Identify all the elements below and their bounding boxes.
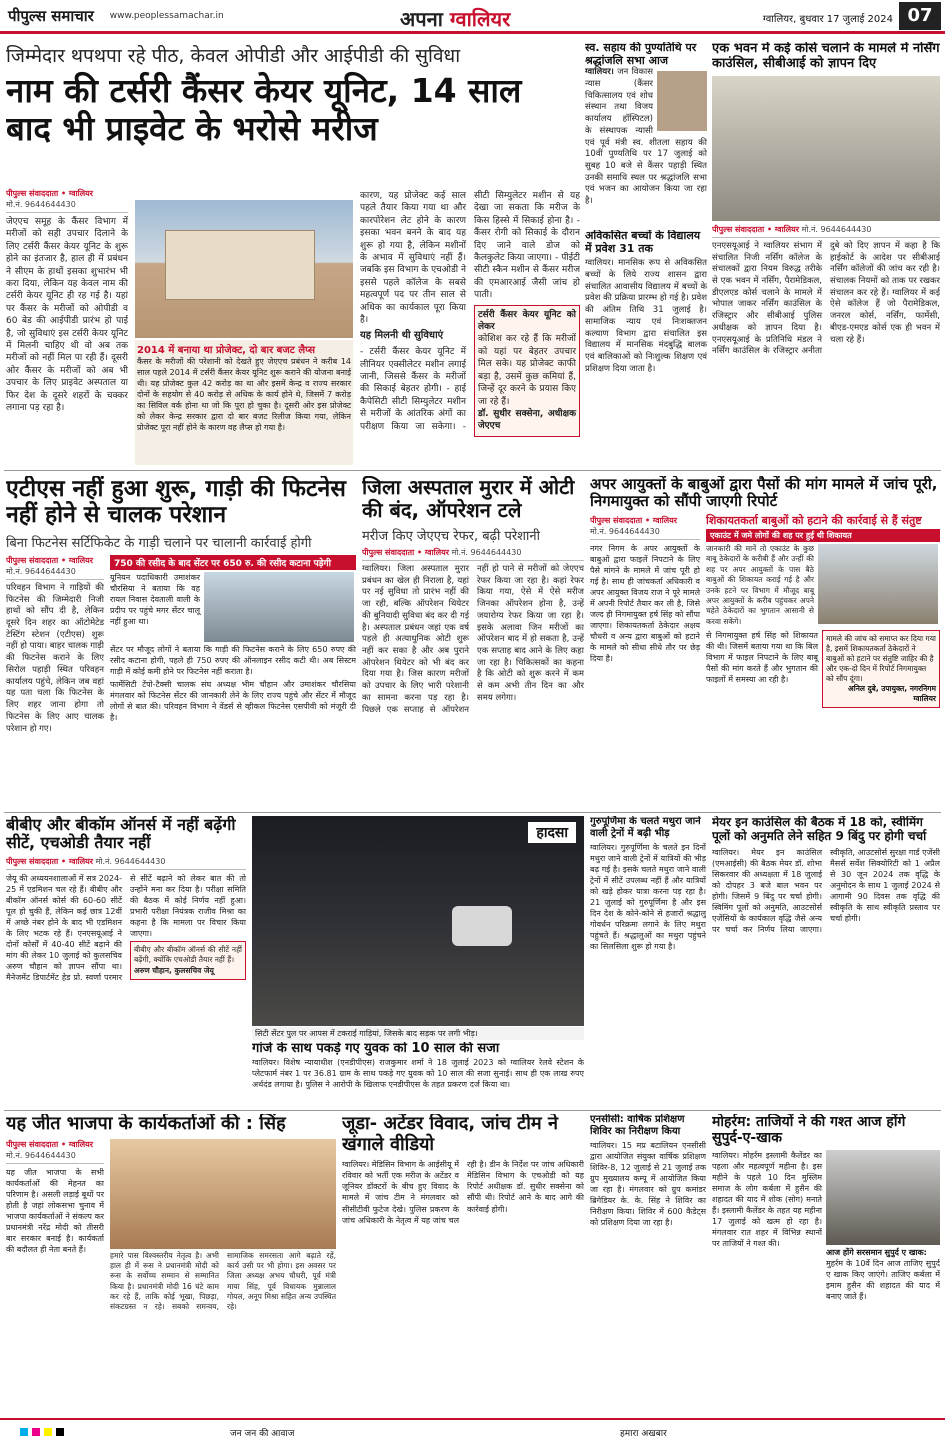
- commissioner-body2: से निगमायुक्त हर्ष सिंह को शिकायत की थी। जिसमें बताया गया था कि बिल विभाग में फाइल निपटाने के लिए बाबू पैसों की मांग करते हैं और भुगतान की फाइलों में समस्या आ रही है।: [706, 630, 818, 685]
- ats-headline: एटीएस नहीं हुआ शुरू, गाड़ी की फिटनेस नहीं होने से चालक परेशान: [6, 476, 346, 529]
- accident-tag: हादसा: [528, 822, 576, 843]
- brand-logo: पीपुल्स समाचार: [8, 6, 94, 25]
- school-headline: अविकसित बच्चों के विद्यालय में प्रवेश 31 तक: [585, 230, 701, 255]
- color-swatch: [44, 1428, 52, 1436]
- lead-kicker: जिम्मेदार थपथपा रहे पीठ, केवल ओपीडी और आईपीडी की सुविधा: [6, 45, 461, 67]
- ganja-headline: गांजे के साथ पकड़े गए युवक को 10 साल की सजा: [252, 1042, 500, 1056]
- divider: [4, 812, 941, 813]
- tribute-headline: स्व. सहाय की पुण्यतिथि पर श्रद्धांजलि सभा आज: [585, 42, 697, 67]
- cancer-unit-photo: [135, 200, 353, 338]
- commissioner-side-title: शिकायतकर्ता बाबुओं को हटाने की कार्रवाई से हैं संतुष्ट: [706, 513, 922, 527]
- juda-headline: जूडा- अटेंडर विवाद, जांच टीम ने खंगाले वीडियो: [342, 1114, 558, 1155]
- commissioner-body: नगर निगम के अपर आयुक्तों के बाबुओं द्वारा फाइलें निपटाने के लिए पैसे मांगने के मामले में जांच पूरी हो गई है। साथ ही जांचकर्ता अधिकारी व अपर आयुक्त विजय राज ने पूरे मामले में अपनी रिपोर्ट तैयार कर ली है, जिसे जल्द ही निगमायुक्त हर्ष सिंह को सौंपा जाएगा। शिकायतकर्ता ठेकेदार अक्षय चौधरी व अन्य द्वारा बाबुओं को हटाने के मामले को सीधा सीधे तौर पर छेड़ दिया है।: [590, 543, 700, 663]
- lead-body: जेएएच समूह के कैंसर विभाग में मरीजों को सही उपचार दिलाने के लिए टर्सरी कैंसर केयर यूनिट के शुरू होने का इंतजार है, हाल ही में प्रबंधन ने सीएम के हाथों इसका शुभारंभ भी करा दिया, लेकिन यह केवल नाम की टर्सरी केयर यूनिट ही रह गई है। यहां पर कैंसर के मरीजों को ओपीडी व 60 बेड की आईपीडी प्रारंभ हो पाई है, जो सुविधाएं इस टर्सरी केयर यूनिट में मिलनी चाहिए थी वो अब तक मरीजों को नहीं मिल पा रही हैं। दूसरी ओर कैंसर के मरीजों को अब भी उपचार के लिए प्राइवेट अस्पताल या फिर देश के दूसरे शहरों के चक्कर लगाना पड़ रहा है।: [6, 217, 128, 414]
- surgery-article: [362, 476, 584, 810]
- divider: [4, 1110, 941, 1111]
- bjp-body2: हमारे पास विश्वस्तरीय नेतृत्व है। अभी हाल ही में रूस ने प्रधानमंत्री मोदी को रूस के सर्वोच्च सम्मान से सम्मानित किया है। प्रधानमंत्री मोदी 16 घंटे काम कर रहे हैं, ताकि कोई भूखा, पिछड़ा, संकटग्रस्त न रहे। सबको समन्वय, सामाजिक समरसता आगे बढ़ाते रहें, कार्य उसी पर भी होगा। इस अवसर पर जिला अध्यक्ष अभय चौधरी, पूर्व मंत्री माया सिंह, पूर्व विधायक मुन्नालाल गोयल, अनूप मिश्रा सहित अन्य उपस्थित रहे।: [110, 1250, 336, 1312]
- lead-quote-box: टर्सरी कैंसर केयर यूनिट को लेकर कोशिश कर रहे हैं कि मरीजों को यहां पर बेहतर उपचार मिल सके। यह प्रोजेक्ट काफी बड़ा है, उसमें कुछ कमियां हैं, जिन्हें दूर करने के प्रयास किए जा रहे हैं। डॉ. सुधीर सक्सेना, अधीक्षक जेएएच: [474, 305, 580, 437]
- page-number: 07: [899, 2, 941, 30]
- meeting-article: [712, 816, 940, 1106]
- school-body: ग्वालियर। मानसिक रूप से अविकसित बच्चों के लिये राज्य शासन द्वारा संचालित आवासीय विद्यालय में बच्चों के प्रवेश की प्रक्रिया प्रारम्भ हो गई है। प्रवेश की अंतिम तिथि 31 जुलाई है। सामाजिक न्याय एवं निःशक्तजन कल्याण विभाग द्वारा संचालित इस विद्यालय में मानसिक मंदबुद्धि बालक एवं बालिकाओं को निःशुल्क शिक्षण एवं प्रशिक्षण दिया जाता है।: [585, 258, 707, 374]
- car-shape: [452, 906, 512, 946]
- ats-box-body: सेंटर पर मौजूद लोगों ने बताया कि गाड़ी की फिटनेस कराने के लिए 650 रुपए की रसीद कटाना होगी, पहले ही 750 रुपए की ऑनलाइन रसीद कटी थी। अब सिस्टम गाड़ी में कोई कमी होने पर फिटनेस नहीं कराता है।: [110, 644, 356, 676]
- nursing-photo: [712, 76, 940, 221]
- commissioner-photo: [818, 544, 938, 624]
- muharram-article: [712, 1114, 940, 1416]
- nursing-byline: पीपुल्स संवाददाता • ग्वालियर मो.नं. 9644644430: [712, 224, 940, 238]
- juda-body: ग्वालियर। मेडिसिन विभाग के आईसीयू में रविवार को भर्ती एक मरीज के अटेंडर व जूनियर डॉक्टरों के बीच हुए विवाद के मामले में जांच टीम ने मंगलवार को सीसीटीवी फुटेज देखे। पुलिस प्रकरण के जांच अधिकारी के नेतृत्व में यह जांच चल रही है। डीन के निर्देश पर जांच अधिकारी मेडिसिन विभाग के एचओडी को यह रिपोर्ट अधीक्षक डॉ. सुधीर सक्सेना को सौंपी थी। रिपोर्ट आने के बाद आगे की कार्रवाई होगी।: [342, 1160, 584, 1225]
- tribute-portrait: [657, 71, 707, 131]
- site-url[interactable]: www.peoplessamachar.in: [109, 10, 224, 21]
- bba-body: जेयू की अध्ययनशालाओं में सत्र 2024-25 में एडमिशन चल रहे हैं। बीबीए और बीकॉम ऑनर्स कोर्स की 60-60 सीटें पूल हो चुकी हैं, लेकिन कई छात्र 12वीं में अच्छे नंबर होने के बाद भी एडमिशन के लिए भटक रहे हैं। एनएसयूआई ने दोनों कोर्सों में 40-40 सीटें बढ़ाने की मांग की लेकर 10 जुलाई को कुलसचिव अरुण चौहान को ज्ञापन सौंपा था। मैनेजमेंट डिपार्टमेंट हेड प्रो. स्वर्णा परमार से सीटें बढ़ाने को लेकर बात की तो उन्होंने मना कर दिया है। परीक्षा समिति की बैठक में कोई निर्णय नहीं हुआ। प्रभारी परीक्षा नियंत्रक राजीव मिश्रा का कहना है कि मामला पर विचार किया जाएगा। बीबीए और बीकॉम ऑनर्स की सीटें नहीं बढ़ेंगी, क्योंकि एचओडी तैयार नहीं हैं। अरुण चौहान, कुलसचिव जेयू: [6, 873, 246, 983]
- ats-box-title: 750 की रसीद के बाद सेंटर पर 650 रु. की रसीद कटाना पड़ेगी: [110, 555, 356, 570]
- ats-article: [6, 476, 356, 810]
- bjp-article: [6, 1114, 336, 1416]
- divider: [4, 470, 941, 471]
- muharram-body: ग्वालियर। मोहर्रम इस्लामी कैलेंडर का पहला और महत्वपूर्ण महीना है। इस महीने के पहले 10 दिन मुस्लिम समाज के लोग कर्बला में हुसैन की शहादत की याद में शोक (सोग) मनाते हैं। इस्लामी कैलेंडर के तहत यह महीना 17 जुलाई को खत्म हो रहा है। मंगलवार रात शहर में विभिन्न स्थानों पर ताजियों ने गश्त की।: [712, 1151, 822, 1249]
- lead-photo-caption: 2014 में बनाया था प्रोजेक्ट, दो बार बजट लैप्स कैंसर के मरीजों की परेशानी को देखते हुए जेएएच प्रबंधन ने करीब 14 साल पहले 2014 में टर्सरी कैंसर केयर यूनिट शुरू कराने की योजना बनाई थी। यह प्रोजेक्ट कुल 42 करोड़ का था और इसमें केन्द्र व राज्य सरकार दोनों के सहयोग से 40 करोड़ से अधिक के कार्य होने थे, जिसमें 7 करोड़ का सिविल वर्क होना था जो कि पूरा हो चुका है। दूसरी ओर इस प्रोजेक्ट को लेकर केन्द्र सरकार द्वारा दो बार बजट रिलीज किया गया, लेकिन प्रोजेक्ट पूरा नहीं होने के कारण वह लैप्स हो गया है।: [135, 340, 353, 465]
- muharram-caption: आज होंगे सरसमान सुपुर्द ए खाक:: [826, 1248, 927, 1258]
- footer-slogan-left: जन जन की आवाज: [230, 1429, 295, 1439]
- commissioner-side-body: जानकारी की मानें तो एकाउंट के कुछ बाबू ठेकेदारों के करीबी हैं और उन्हीं की शह पर अपर आयुक्तों के पास बैठे बाबुओं की शिकायत कराई गई है और उनके हटने पर विभाग में मौजूद बाबू अपर आयुक्तों के करीब पहुंचकर अपने चहेते ठेकेदारों का भुगतान आसानी से करवा सकेंगे।: [706, 544, 814, 626]
- commissioner-quote: मामले की जांच को समाप्त कर दिया गया है, इसमें शिकायतकर्ता ठेकेदारों ने बाबुओं को हटाने पर संतुष्टि जाहिर की है और एक-दो दिन में रिपोर्ट निगमायुक्त को सौंप दूंगा। अनिल दुबे, उपायुक्त, नगरनिगम ग्वालियर: [822, 630, 940, 708]
- section-prefix: अपना: [400, 7, 443, 31]
- mathura-headline: गुरुपूर्णिमा के चलते मथुरा जाने वाली ट्रेनों में बढ़ी भीड़: [590, 816, 701, 839]
- muharram-headline: मोहर्रम: ताजियों ने की गश्त आज होंगे सुपुर्द-ए-खाक: [712, 1114, 906, 1147]
- nursing-article: [712, 42, 940, 466]
- school-article: [585, 230, 707, 466]
- color-swatch: [32, 1428, 40, 1436]
- bjp-headline: यह जीत भाजपा के कार्यकर्ताओं की : सिंह: [6, 1114, 286, 1134]
- muharram-photo: [826, 1150, 940, 1245]
- bjp-photo: [110, 1139, 336, 1249]
- ncc-headline: एनसीसी: वार्षिक प्रशिक्षण शिविर का निरीक्षण किया: [590, 1114, 685, 1137]
- bjp-body: यह जीत भाजपा के सभी कार्यकर्ताओं की मेहनत का परिणाम है। असली लड़ाई बूथों पर होती है जहां लोकसभा चुनाव में भाजपा कार्यकर्ताओं ने संकल्प कर प्रधानमंत्री नरेंद्र मोदी को तीसरी बार सरकार बनाई है। कार्यकर्ता की बदौलत ही नेता बनते हैं।: [6, 1167, 104, 1254]
- ncc-body: ग्वालियर। 15 मप्र बटालियन एनसीसी द्वारा आयोजित संयुक्त वार्षिक प्रशिक्षण शिविर-8, 12 जुलाई से 21 जुलाई तक ग्रुप मुख्यालय कम्पू में आयोजित किया जा रहा है। मंगलवार को ग्रुप कमांडर ब्रिगेडियर के. के. सिंह ने शिविर का निरीक्षण किया। शिविर में 600 कैडेट्स को प्रशिक्षण दिया जा रहा है।: [590, 1141, 706, 1228]
- bba-article: [6, 816, 246, 1106]
- ats-photo: [204, 572, 354, 642]
- ganja-article: [252, 1042, 584, 1106]
- ganja-body: ग्वालियर। विशेष न्यायाधीश (एनडीपीएस) राजकुमार शर्मा ने 18 जुलाई 2023 को ग्वालियर रेलवे स्टेशन के प्लेटफार्म नंबर 1 पर 36.81 ग्राम के साथ पकड़े गए युवक को 10 साल की सजा सुनाई। साथ ही एक लाख रुपए अर्थदंड लगाया है। पुलिस ने आरोपी के खिलाफ एनडीपीएस के तहत प्रकरण दर्ज किया था।: [252, 1057, 584, 1089]
- ats-byline: पीपुल्स संवाददाता • ग्वालियर मो.नं. 9644644430: [6, 555, 104, 580]
- lead-col1: [6, 188, 128, 466]
- mathura-article: [590, 816, 706, 1106]
- lead-body2: कारण, यह प्रोजेक्ट कई साल पहले तैयार किया गया था और कारपोरेशन लेट होने के कारण इसका भवन बनने के बाद यह शुरू हो गया है, लेकिन मशीनों के अभाव में सुविधाएं नहीं हैं। जबकि इस विभाग के एचओडी ने इससे पहले कॉलेज के सबसे महत्वपूर्ण पद पर तीन साल से अधिक का कार्यकाल पूरा किया है। यह मिलनी थी सुविधाएं - टर्सरी कैंसर केयर यूनिट में लीनियर एक्सीलेटर मशीन लगाई जानी, जिससे कैंसर के मरीजों की सिकाई बेहतर होगी। - हाई कैपेसिटी सीटी सिम्युलेटर मशीन से मरीजों के आंतरिक अंगों का परीक्षण किया जा सकेगा। - सीटी सिम्युलेटर मशीन से यह देखा जा सकता कि मरीज के किस हिस्से में सिकाई होना है। - कैंसर रोगी को सिकाई के दौरान दिए जाने वाले डोज को कैलकुलेट किया जाएगा। - पीईटी सीटी स्कैन मशीन से कैंसर मरीज की एमआरआई जैसी जांच हो पाती। टर्सरी कैंसर केयर यूनिट को लेकर कोशिश कर रहे हैं कि मरीजों को यहां पर बेहतर उपचार मिल सके। यह प्रोजेक्ट काफी बड़ा है, उसमें कुछ कमियां हैं, जिन्हें दूर करने के प्रयास किए जा रहे हैं। डॉ. सुधीर सक्सेना, अधीक्षक जेएएच: [360, 190, 580, 466]
- commissioner-byline: पीपुल्स संवाददाता • ग्वालियर मो.नं. 9644644430: [590, 515, 700, 540]
- surgery-headline: जिला अस्पताल मुरार में ओटी की बंद, ऑपरेशन टले: [362, 476, 575, 522]
- muharram-body2: मुहर्रम के 10वें दिन आज ताजिए सुपुर्द ए खाक किए जाएंगे। ताजिए कर्बला में इमाम हुसैन की शहादत की याद में बनाए जाते हैं।: [826, 1259, 940, 1302]
- juda-article: [342, 1114, 584, 1416]
- bjp-byline: पीपुल्स संवाददाता • ग्वालियर मो.नं. 9644644430: [6, 1139, 104, 1164]
- accident-photo: [252, 816, 584, 1026]
- color-swatch: [20, 1428, 28, 1436]
- lead-byline: पीपुल्स संवाददाता • ग्वालियर मो.नं. 9644644430: [6, 188, 128, 213]
- tribute-body: ग्वालियर। जन विकास न्यास (कैंसर चिकित्सालय एवं शोध संस्थान तथा विजय कार्यालय हॉस्पिटल) के संस्थापक न्यासी एवं पूर्व मंत्री स्व. शीतला सहाय की 10वीं पुण्यतिथि पर 17 जुलाई को सुबह 10 बजे से कैंसर पहाड़ी स्थित उनकी समाधि स्थल पर श्रद्धांजलि सभा एवं भजन का आयोजन किया जा रहा है।: [585, 67, 707, 207]
- ncc-article: [590, 1114, 706, 1416]
- ats-body2: फार्मेसिटी टेंपो-टैक्सी चालक संघ अध्यक्ष भीम चौहान और उमाशंकर चौरसिया मंगलवार को फिटनेस सेंटर की जानकारी लेने के लिए राज्य पहुंचे और सेंटर में मौजूद लोगों से बात की। परिवहन विभाग ने वेंडर्स से व्हीकल फिटनेस एसपीवी को मंजूरी दी है।: [110, 679, 356, 723]
- surgery-sub: मरीज किए जेएएच रेफर, बढ़ी परेशानी: [362, 529, 540, 544]
- accident-caption: सिटी सेंटर पुल पर आपस में टकराई गाड़ियां, जिसके बाद सड़क पर लगी भीड़।: [252, 1027, 584, 1040]
- lead-col3: [360, 190, 580, 466]
- commissioner-photo-caption: एकाउंट में जमे लोगों की शह पर हुई थी शिकायत: [706, 529, 940, 542]
- bba-byline: पीपुल्स संवाददाता • ग्वालियर मो.नं. 9644644430: [6, 856, 246, 870]
- edition-date: ग्वालियर, बुधवार 17 जुलाई 2024: [762, 14, 893, 25]
- page-footer: [0, 1418, 945, 1445]
- section-city: ग्वालियर: [449, 7, 511, 31]
- lead-subhead: यह मिलनी थी सुविधाएं: [360, 330, 444, 342]
- tribute-article: [585, 42, 707, 222]
- lead-headline: नाम की टर्सरी कैंसर केयर यूनिट, 14 साल बाद भी प्राइवेट के भरोसे मरीज: [6, 71, 522, 148]
- commissioner-headline: अपर आयुक्तों के बाबुओं द्वारा पैसों की मांग मामले में जांच पूरी, निगमायुक्त को सौंपी जाएगी रिपोर्ट: [590, 476, 938, 511]
- nursing-headline: एक भवन में कई कोर्स चलाने के मामले में नर्सिंग काउंसिल, सीबीआई को ज्ञापन दिए: [712, 42, 940, 71]
- bba-quote: बीबीए और बीकॉम ऑनर्स की सीटें नहीं बढ़ेंगी, क्योंकि एचओडी तैयार नहीं हैं। अरुण चौहान, कुलसचिव जेयू: [130, 941, 246, 980]
- ats-sub: बिना फिटनेस सर्टिफिकेट के गाड़ी चलाने पर चालानी कार्रवाई होगी: [6, 535, 312, 551]
- ats-body: परिवहन विभाग ने गाड़ियों की फिटनेस की जिम्मेदारी निजी हाथों को सौंप दी है, लेकिन दूसरे दिन शहर का ऑटोमेटेड टेस्टिंग स्टेशन (एटीएस) शुरू नहीं हो पाया। बाहर चालक गाड़ी की फिटनेस कराने के लिए सिरोल पहाड़ी स्थित परिवहन कार्यालय पहुंचे, लेकिन जब वहां यह पता चला कि फिटनेस के लिए शहर जाना होगा तो फिटनेस के लिए आए चालक परेशान हो गए।: [6, 582, 104, 734]
- section-title: [400, 5, 510, 32]
- surgery-body: ग्वालियर। जिला अस्पताल मुरार प्रबंधन का खेल ही निराला है, यहां पर नई सुविधा तो प्रारंभ नहीं की जा रही, बल्कि ऑपरेशन थियेटर की बुनियादी सुविधा बंद कर दी गई है। अस्पताल प्रबंधन जहां एक वर्ष पहले ही अत्याधुनिक ओटी शुरू नहीं कर सका है और अब पुराने ऑपरेशन थियेटर को भी बंद कर दिया गया है। जिस कारण मरीजों को उपचार के लिए भारी परेशानी का सामना करना पड़ रहा है। पिछले एक सप्ताह से ऑपरेशन नहीं हो पाने से मरीजों को जेएएच रेफर किया जा रहा है। कहां रेफर किया गया, ऐसे में ऐसे मरीज जिनका ऑपरेशन होना है, उन्हें जयारोग्य रेफर किया जा रहा है। इसके अलावा जिन मरीजों का ऑपरेशन बाद में हो सकता है, उन्हें एक सप्ताह बाद आने के लिए कहा जा रहा है। चिकित्सकों का कहना है कि ओटी को शुरू करने में कम से कम अभी तीन दिन का और समय लगेगा।: [362, 564, 584, 715]
- mathura-body: ग्वालियर। गुरुपूर्णिमा के चलते इन दिनों मथुरा जाने वाली ट्रेनों में यात्रियों की भीड़ बढ़ गई है। इसके चलते मथुरा जाने वाली ट्रेनों में सीटें उपलब्ध नहीं हैं और यात्रियों को खड़े होकर यात्रा करना पड़ रहा है। 21 जुलाई को गुरुपूर्णिमा है और इस दिन देश के कोने-कोने से हजारों श्रद्धालु गोवर्धन परिक्रमा लगाने के लिए मथुरा पहुंचते हैं। श्रद्धालुओं का मथुरा पहुंचने का सिलसिला शुरू हो गया है।: [590, 843, 706, 952]
- color-swatch: [56, 1428, 64, 1436]
- meeting-body: ग्वालियर। मेयर इन काउंसिल (एमआईसी) की बैठक मेयर डॉ. शोभा सिकरवार की अध्यक्षता में 18 जुलाई को दोपहर 3 बजे बाल भवन पर होगी। जिसमें 9 बिंदु पर चर्चा होगी। स्विमिंग पूलों को अनुमति, आउटसोर्स एजेंसियों के कार्यकाल वृद्धि जैसे अन्य पर चर्चा कर निर्णय लिया जाएगा। स्वीकृति, आउटसोर्स सुरक्षा गार्ड एजेंसी मैसर्स सर्वेश सिक्योरिटी को 1 अप्रैल से 30 जून 2024 तक वृद्धि के अनुमोदन के साथ 1 जुलाई 2024 से आगामी 90 दिवस तक वृद्धि की स्वीकृति के साथ स्वीकृति प्रस्ताव पर चर्चा होगी।: [712, 847, 940, 934]
- nursing-body: एनएसयूआई ने ग्वालियर संभाग में संचालित निजी नर्सिंग कॉलेज के संचालकों द्वारा नियम विरुद्ध तरीके से एक भवन में नर्सिंग, पैरामेडिकल, डीएलएड कोर्स चलाने के मामले में भोपाल जाकर नर्सिंग काउंसिल के रजिस्ट्रार और सीबीआई पुलिस अधीक्षक को ज्ञापन दिया है। एनएसयूआई के प्रतिनिधि मंडल ने नर्सिंग काउंसिल के रजिस्ट्रार अनीता दुबे को दिए ज्ञापन में कहा है कि हाईकोर्ट के आदेश पर सीबीआई नर्सिंग कॉलेजों की जांच कर रही है। संचालक नियमों को ताक पर रखकर संचालन कर रहे हैं। ग्वालियर में कई ऐसे कॉलेज हैं जो पैरामेडिकल, जनरल कोर्स, नर्सिंग, फार्मेसी, बीएड-एमएड कोर्स एक ही भवन में चला रहे हैं।: [712, 240, 940, 357]
- masthead: [0, 0, 945, 34]
- building-shape: [165, 230, 315, 300]
- bba-headline: बीबीए और बीकॉम ऑनर्स में नहीं बढ़ेंगी सीटें, एचओडी तैयार नहीं: [6, 816, 236, 853]
- surgery-byline: पीपुल्स संवाददाता • ग्वालियर मो.नं. 9644644430: [362, 547, 584, 561]
- meeting-headline: मेयर इन काउंसिल की बैठक में 18 को, स्वीमिंग पूलों को अनुमति लेने सहित 9 बिंदु पर होगी चर्चा: [712, 816, 927, 843]
- commissioner-article: [590, 476, 940, 810]
- footer-slogan-right: हमारा अखबार: [620, 1429, 667, 1439]
- ats-box-quote: यूनियन पदाधिकारी उमाशंकर चौरसिया ने बताया कि वह रायल निवास देवताली वाली के प्रदीप पर पहुंचे मगर सेंटर चालू नहीं हुआ था।: [110, 572, 200, 626]
